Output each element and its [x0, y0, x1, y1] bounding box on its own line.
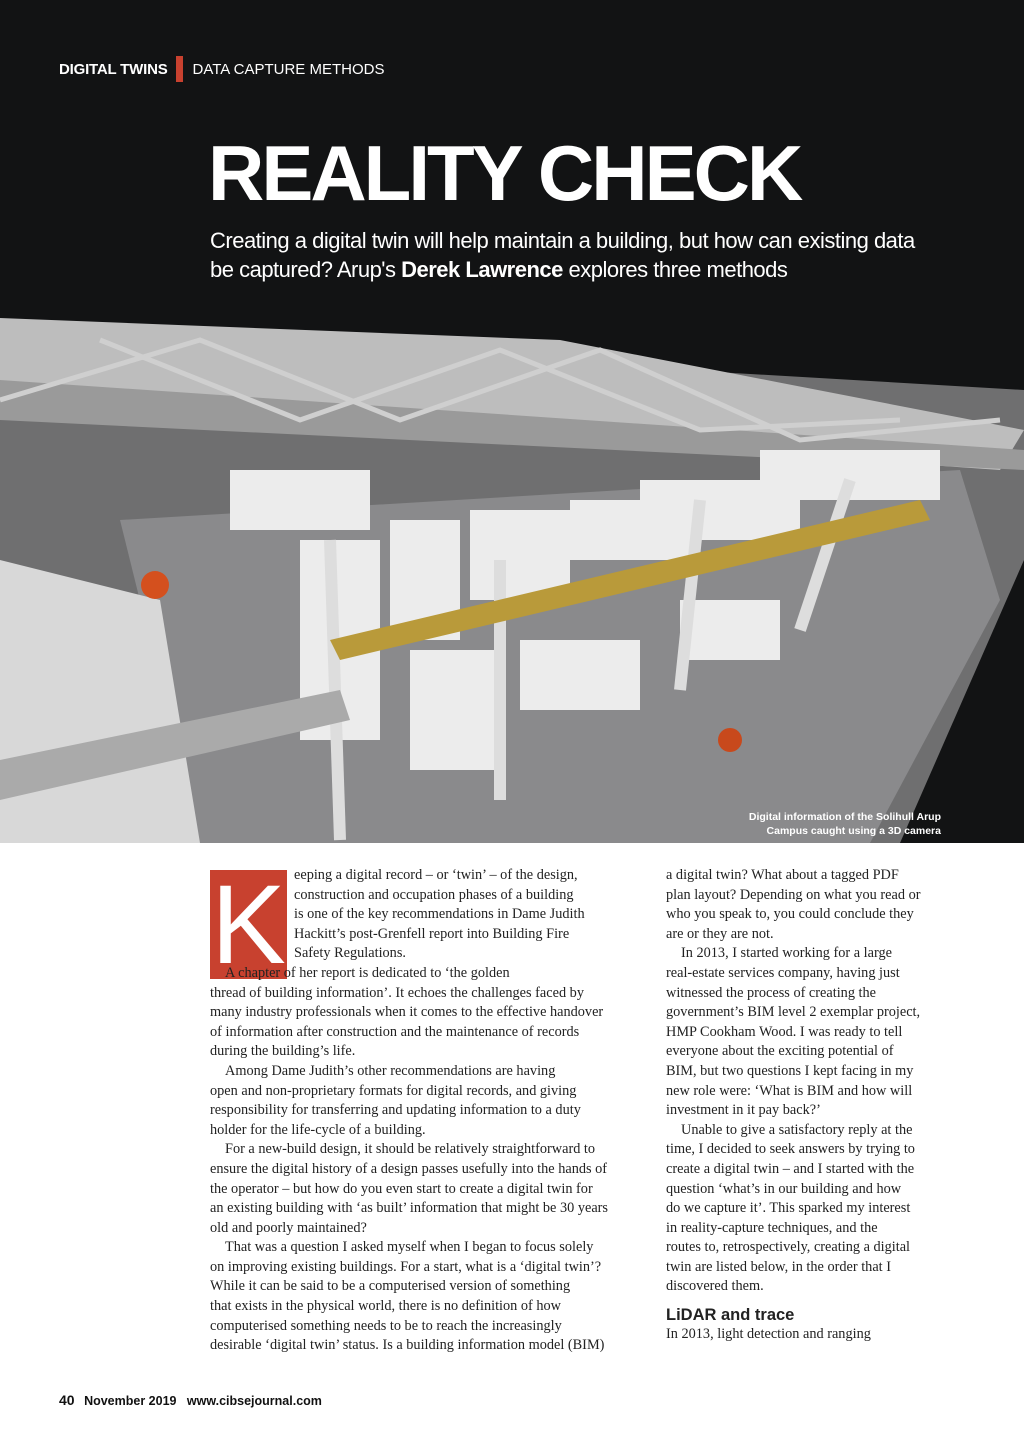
text-line: In 2013, light detection and ranging: [666, 1326, 871, 1343]
text-line: desirable ‘digital twin’ status. Is a building information model (BIM): [210, 1337, 605, 1354]
text-line: is one of the key recommendations in Dame Judith: [294, 906, 585, 923]
kicker-divider: [176, 56, 183, 82]
text-line: on improving existing buildings. For a start, what is a ‘digital twin’?: [210, 1258, 602, 1275]
page-footer: [59, 1392, 322, 1408]
body-column-1: [210, 862, 640, 1356]
text-line: are or they are not.: [666, 925, 774, 942]
text-line: new role were: ‘What is BIM and how will: [666, 1082, 913, 1099]
text-line: In 2013, I started working for a large: [681, 945, 892, 962]
section-kicker: [59, 56, 384, 82]
text-line: ensure the digital history of a design passes usefully into the hands of: [210, 1160, 608, 1177]
page-number: 40: [59, 1392, 75, 1408]
text-line: computerised something needs to be to reach the increasingly: [210, 1317, 562, 1334]
text-line: twin are listed below, in the order that I: [666, 1258, 891, 1275]
text-line: Unable to give a satisfactory reply at the: [681, 1121, 913, 1138]
text-line: government’s BIM level 2 exemplar project,: [666, 1004, 921, 1021]
text-line: old and poorly maintained?: [210, 1219, 367, 1236]
text-line: time, I decided to seek answers by trying to: [666, 1141, 915, 1158]
text-line: Among Dame Judith’s other recommendations are having: [225, 1062, 556, 1079]
text-line: in reality-capture techniques, and the: [666, 1219, 878, 1236]
text-line: plan layout? Depending on what you read or: [666, 886, 921, 903]
subsection-label: DATA CAPTURE METHODS: [192, 60, 385, 78]
text-line: many industry professionals when it comes to the effective handover: [210, 1004, 604, 1021]
text-line: of information after construction and the maintenance of records: [210, 1023, 580, 1040]
text-line: witnessed the process of creating the: [666, 984, 877, 1001]
author-name: Derek Lawrence: [401, 257, 563, 282]
text-line: BIM, but two questions I kept facing in my: [666, 1062, 914, 1079]
section-label: DIGITAL TWINS: [59, 60, 168, 78]
text-line: during the building’s life.: [210, 1043, 356, 1060]
drop-cap: K: [211, 862, 286, 987]
text-line: thread of building information’. It echoes the challenges faced by: [210, 984, 584, 1001]
text-line: Hackitt’s post-Grenfell report into Building Fire: [294, 925, 570, 942]
text-line: do we capture it’. This sparked my interest: [666, 1200, 911, 1217]
caption-line: Digital information of the Solihull Arup: [748, 811, 941, 823]
text-line: routes to, retrospectively, creating a digital: [666, 1239, 911, 1256]
text-line: real-estate services company, having just: [666, 964, 900, 981]
image-caption: [749, 810, 941, 838]
text-line: HMP Cookham Wood. I was ready to tell: [666, 1023, 903, 1040]
text-line: Safety Regulations.: [294, 945, 406, 962]
text-line: While it can be said to be a computerised version of something: [210, 1278, 571, 1295]
subheading: LiDAR and trace: [666, 1306, 795, 1325]
text-line: an existing building with ‘as built’ information that might be 30 years: [210, 1200, 608, 1217]
text-line: the operator – but how do you even start to create a digital twin for: [210, 1180, 593, 1197]
text-line: construction and occupation phases of a building: [294, 886, 574, 903]
text-line: who you speak to, you could conclude they: [666, 906, 914, 923]
text-line: question ‘what’s in our building and how: [666, 1180, 902, 1197]
issue-date: November 2019: [84, 1394, 177, 1408]
text-line: that exists in the physical world, there is no definition of how: [210, 1298, 562, 1315]
body-column-2: [666, 866, 946, 1345]
text-line: a digital twin? What about a tagged PDF: [666, 867, 899, 883]
standfirst-text: Creating a digital twin will help maintain a building, but how can existing data be captured? Arup's: [210, 228, 915, 282]
text-line: eeping a digital record – or ‘twin’ – of the design,: [294, 867, 578, 883]
text-line: everyone about the exciting potential of: [666, 1043, 894, 1060]
text-line: create a digital twin – and I started with the: [666, 1160, 915, 1177]
text-line: investment in it pay back?’: [666, 1102, 821, 1119]
text-line: open and non-proprietary formats for digital records, and giving: [210, 1082, 577, 1099]
standfirst-text-end: explores three methods: [562, 257, 788, 282]
text-line: That was a question I asked myself when I began to focus solely: [225, 1239, 594, 1256]
caption-line: Campus caught using a 3D camera: [766, 825, 941, 837]
text-line: holder for the life-cycle of a building.: [210, 1121, 426, 1138]
text-line: For a new-build design, it should be relatively straightforward to: [225, 1141, 596, 1158]
article-title: REALITY CHECK: [208, 129, 801, 217]
text-line: A chapter of her report is dedicated to ‘the golden: [225, 964, 510, 981]
website-link[interactable]: www.cibsejournal.com: [186, 1394, 322, 1408]
standfirst: [210, 226, 930, 284]
text-line: responsibility for transferring and updating information to a duty: [210, 1102, 581, 1119]
text-line: discovered them.: [666, 1278, 764, 1295]
